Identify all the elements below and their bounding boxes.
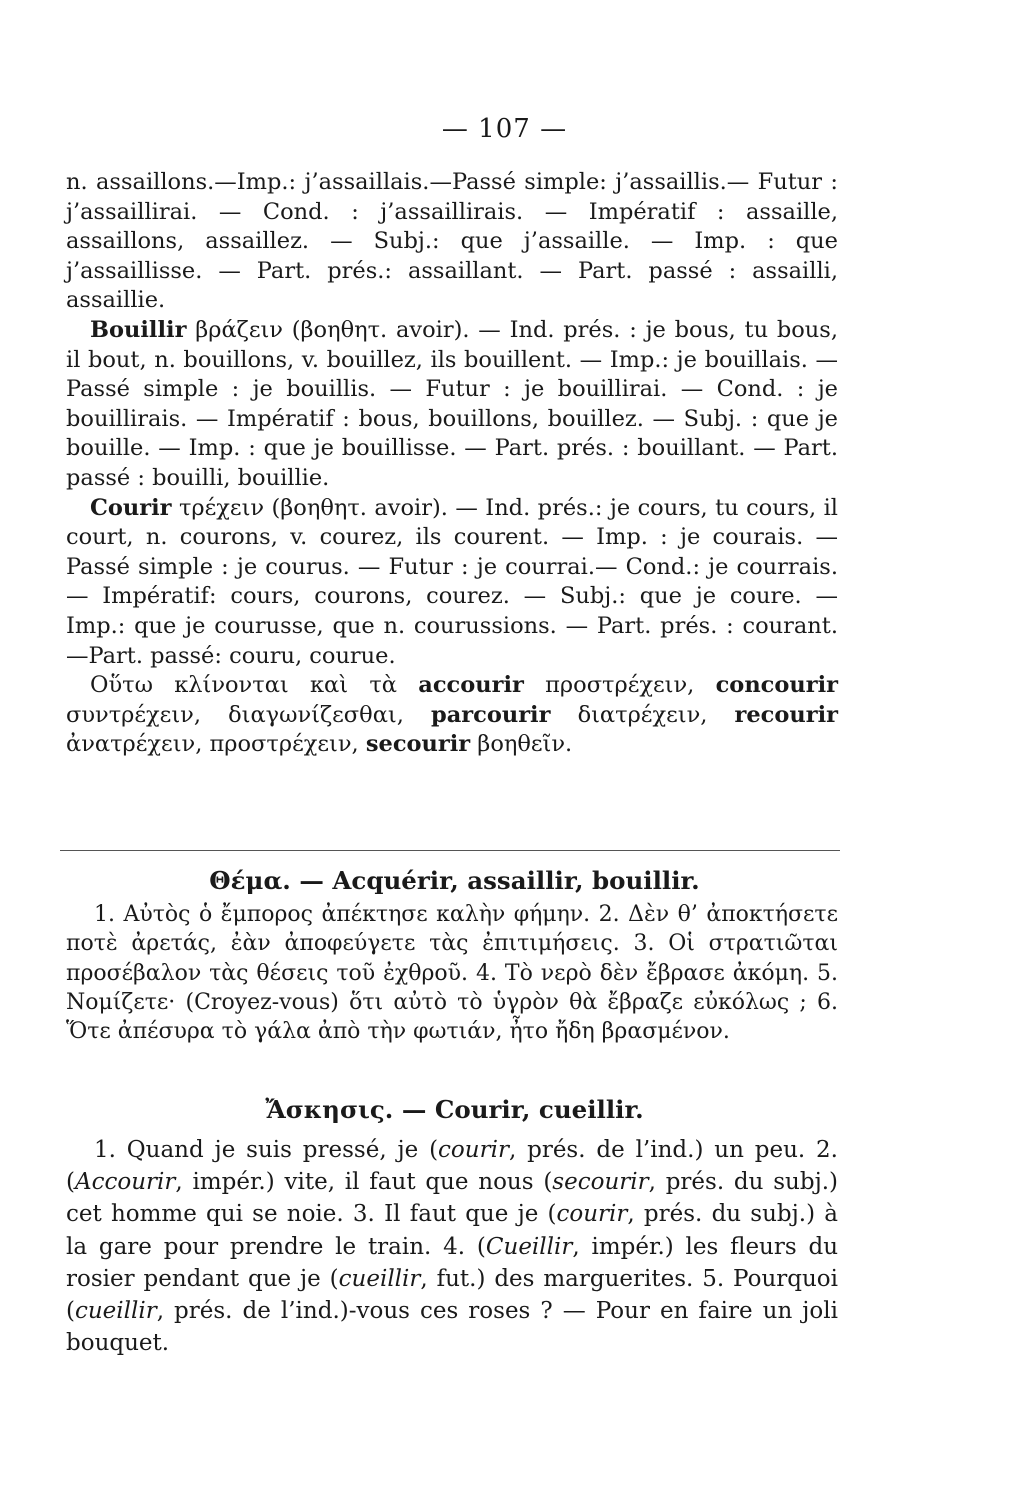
thema-heading: Θέμα. — Acquérir, assaillir, bouillir. <box>209 866 700 895</box>
conjugation-section <box>66 168 838 760</box>
exercise-text: , impér.) vite, il faut que nous ( <box>175 1169 553 1196</box>
courir-conjugation: τρέχειν (βοηθητ. avoir). — Ind. prés.: je cours, tu cours, il court, n. courons, v. courez, ils courent. — Imp. : je courais. — Passé simple : je courus. — Futur : je courrai.— Cond.: je courrais. — Impératif: cours, courons, courez. — Subj.: que je coure. — Imp.: que je courusse, que n. courussions. — Part. prés. : courant.—Part. passé: couru, courue. <box>66 494 838 669</box>
exercise-text: , prés. de l’ind.) un peu. 2. ( <box>66 1137 838 1196</box>
assaillir-conjugation: n. assaillons.—Imp.: j’assaillais.—Passé simple: j’assaillis.— Futur : j’assaillirai. — Cond. : j’assaillirais. — Impératif : assaille, assaillons, assaillez. — Subj.: que j’assaille. — Imp. : que j’assaillisse. — Part. prés.: assaillant. — Part. passé : assailli, assaillie. <box>66 169 838 314</box>
exercise-text: , prés. du subj.) à la gare pour prendre le train. 4. ( <box>66 1201 838 1260</box>
compound-gloss: βοηθεῖν. <box>470 731 573 758</box>
compound-gloss: προστρέχειν, <box>523 672 716 699</box>
exercise-text: , prés. de l’ind.)-vous ces roses ? — Pour en faire un joli bouquet. <box>66 1298 838 1357</box>
section-divider <box>60 850 840 851</box>
exercise-text: , fut.) des marguerites. 5. Pourquoi ( <box>66 1265 838 1325</box>
verb-infinitive: courir <box>556 1201 628 1228</box>
compound-gloss: ἀνατρέχειν, προστρέχειν, <box>66 731 366 758</box>
compounds-intro: Οὕτω κλίνονται καὶ τὰ <box>90 672 419 699</box>
verb-infinitive: cueillir <box>74 1298 157 1325</box>
bouillir-entry <box>66 316 838 494</box>
verb-infinitive: Accourir <box>74 1169 176 1196</box>
courir-headword: Courir <box>90 494 172 521</box>
page-number: — 107 — <box>441 114 568 144</box>
compound-word: accourir <box>418 672 524 699</box>
compound-gloss: συντρέχειν, διαγωνίζεσθαι, <box>66 701 431 728</box>
compound-word: concourir <box>715 672 838 699</box>
askisis-heading: Ἄσκησις. — Courir, cueillir. <box>265 1095 644 1124</box>
verb-infinitive: cueillir <box>338 1265 421 1292</box>
compound-word: recourir <box>734 701 838 728</box>
exercise-text: 1. Quand je suis pressé, je ( <box>94 1137 439 1163</box>
compound-gloss: διατρέχειν, <box>550 701 735 728</box>
verb-infinitive: courir <box>438 1137 509 1163</box>
exercise-text: , prés. du subj.) cet homme qui se noie. 3. Il faut que je ( <box>66 1169 838 1228</box>
bouillir-conjugation: βράζειν (βοηθητ. avoir). — Ind. prés. : je bous, tu bous, il bout, n. bouillons, v. bouillez, ils bouillent. — Imp.: je bouillais. — Passé simple : je bouillis. — Futur : je bouillirai. — Cond. : je bouillirais. — Impératif : bous, bouillons, bouillez. — Subj. : que je bouille. — Imp. : que je bouillisse. — Part. prés. : bouillant. — Part. passé : bouilli, bouillie. <box>66 316 838 491</box>
compound-word: secourir <box>365 731 471 758</box>
compounds-note <box>66 671 838 760</box>
compound-word: parcourir <box>430 701 551 728</box>
bouillir-headword: Bouillir <box>90 316 187 343</box>
thema-exercise: 1. Αὐτὸς ὁ ἔμπορος ἀπέκτησε καλὴν φήμην. 2. Δὲν θ’ ἀποκτήσετε ποτὲ ἀρετάς, ἐὰν ἀποφεύγετε τὰς ἐπιτιμήσεις. 3. Οἱ στρατιῶται προσέβαλον τὰς θέσεις τοῦ ἐχθροῦ. 4. Τὸ νερὸ δὲν ἔβρασε ἀκόμη. 5. Νομίζετε· (Croyez-vous) ὅτι αὐτὸ τὸ ὑγρὸν θὰ ἔβραζε εὐκόλως ; 6. Ὅτε ἀπέσυρα τὸ γάλα ἀπὸ τὴν φωτιάν, ἦτο ἤδη βρασμένον. <box>66 902 838 1045</box>
courir-entry <box>66 494 838 672</box>
verb-infinitive: Cueillir <box>485 1233 573 1260</box>
exercise-text: , impér.) les fleurs du rosier pendant que je ( <box>66 1233 839 1292</box>
verb-infinitive: secourir <box>552 1169 649 1196</box>
askisis-exercise <box>66 1134 838 1359</box>
